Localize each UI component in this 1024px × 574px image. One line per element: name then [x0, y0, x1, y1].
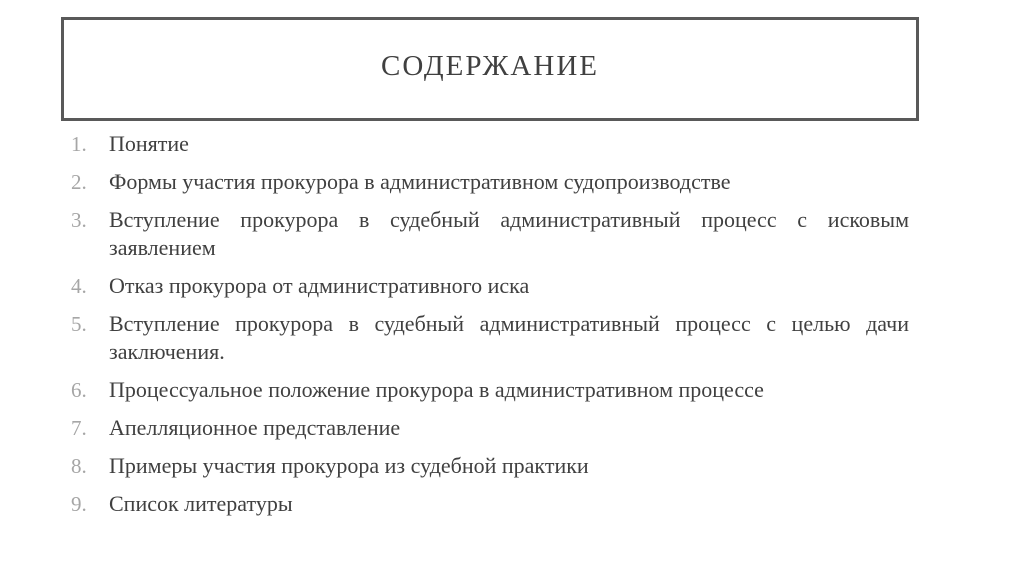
- toc-item-label: Примеры участия прокурора из судебной практики: [109, 453, 589, 478]
- toc-item-number: 3.: [71, 208, 87, 232]
- toc-item: [71, 272, 909, 300]
- toc-item-label: Процессуальное положение прокурора в административном процессе: [109, 377, 764, 402]
- toc-item: [71, 490, 909, 518]
- slide-title: СОДЕРЖАНИЕ: [381, 49, 599, 82]
- toc-item: [71, 376, 909, 404]
- toc-item-number: 9.: [71, 492, 87, 516]
- toc-item-label: Список литературы: [109, 491, 293, 516]
- toc-item-number: 4.: [71, 274, 87, 298]
- toc-item: [71, 130, 909, 158]
- toc-item-number: 8.: [71, 454, 87, 478]
- toc-item-label: Формы участия прокурора в административном судопроизводстве: [109, 169, 731, 194]
- toc-item-number: 7.: [71, 416, 87, 440]
- toc-item-number: 6.: [71, 378, 87, 402]
- toc-item-label: Отказ прокурора от административного иска: [109, 273, 530, 298]
- title-box: [61, 17, 919, 121]
- toc-item-label: Понятие: [109, 131, 189, 156]
- toc-item-number: 5.: [71, 312, 87, 336]
- toc-item: [71, 310, 909, 366]
- toc-item: [71, 414, 909, 442]
- table-of-contents: [71, 130, 909, 528]
- toc-item-number: 2.: [71, 170, 87, 194]
- toc-item-label: Вступление прокурора в судебный административный процесс с исковым заявлением: [109, 207, 909, 260]
- toc-item: [71, 168, 909, 196]
- toc-item: [71, 206, 909, 262]
- toc-item-label: Апелляционное представление: [109, 415, 401, 440]
- toc-item-label: Вступление прокурора в судебный административный процесс с целью дачи заключения.: [109, 311, 909, 364]
- toc-item-number: 1.: [71, 132, 87, 156]
- toc-item: [71, 452, 909, 480]
